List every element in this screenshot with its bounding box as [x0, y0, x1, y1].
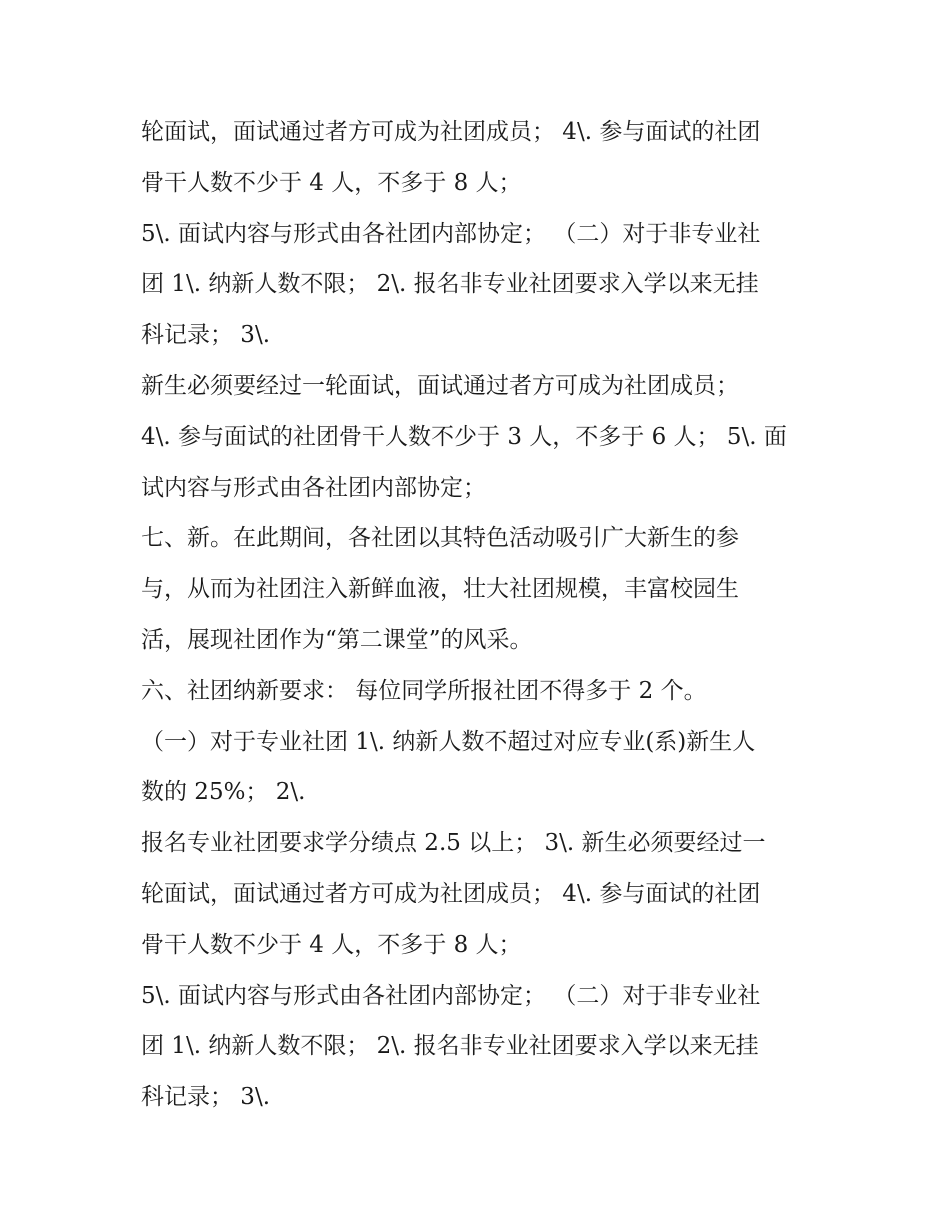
text-line: 骨干人数不少于 4 人，不多于 8 人；	[141, 931, 522, 958]
text-line: 与，从而为社团注入新鲜血液，壮大社团规模，丰富校园生	[141, 576, 739, 603]
text-line: 团 1\. 纳新人数不限； 2\. 报名非专业社团要求入学以来无挂	[141, 1033, 759, 1060]
text-line: 活，展现社团作为“第二课堂”的风采。	[141, 626, 533, 653]
text-line: 科记录； 3\.	[141, 322, 271, 349]
text-line: 新生必须要经过一轮面试，面试通过者方可成为社团成员；	[141, 372, 739, 399]
text-line: 4\. 参与面试的社团骨干人数不少于 3 人，不多于 6 人； 5\. 面	[141, 423, 787, 450]
text-line: 六、社团纳新要求： 每位同学所报社团不得多于 2 个。	[141, 677, 707, 704]
text-line: 数的 25%； 2\.	[141, 779, 306, 806]
text-line: 团 1\. 纳新人数不限； 2\. 报名非专业社团要求入学以来无挂	[141, 271, 759, 298]
text-line: 试内容与形式由各社团内部协定；	[141, 474, 486, 501]
text-line: 5\. 面试内容与形式由各社团内部协定； （二）对于非专业社	[141, 982, 761, 1009]
text-line: 报名专业社团要求学分绩点 2.5 以上； 3\. 新生必须要经过一	[141, 830, 766, 857]
document-body	[141, 107, 821, 1123]
text-line: （一）对于专业社团 1\. 纳新人数不超过对应专业(系)新生人	[141, 728, 756, 755]
text-line: 5\. 面试内容与形式由各社团内部协定； （二）对于非专业社	[141, 220, 761, 247]
text-line: 骨干人数不少于 4 人，不多于 8 人；	[141, 169, 522, 196]
text-line: 七、新。在此期间，各社团以其特色活动吸引广大新生的参	[141, 525, 739, 552]
text-line: 轮面试，面试通过者方可成为社团成员； 4\. 参与面试的社团	[141, 880, 761, 907]
text-line: 科记录； 3\.	[141, 1084, 271, 1111]
text-line: 轮面试，面试通过者方可成为社团成员； 4\. 参与面试的社团	[141, 119, 761, 145]
